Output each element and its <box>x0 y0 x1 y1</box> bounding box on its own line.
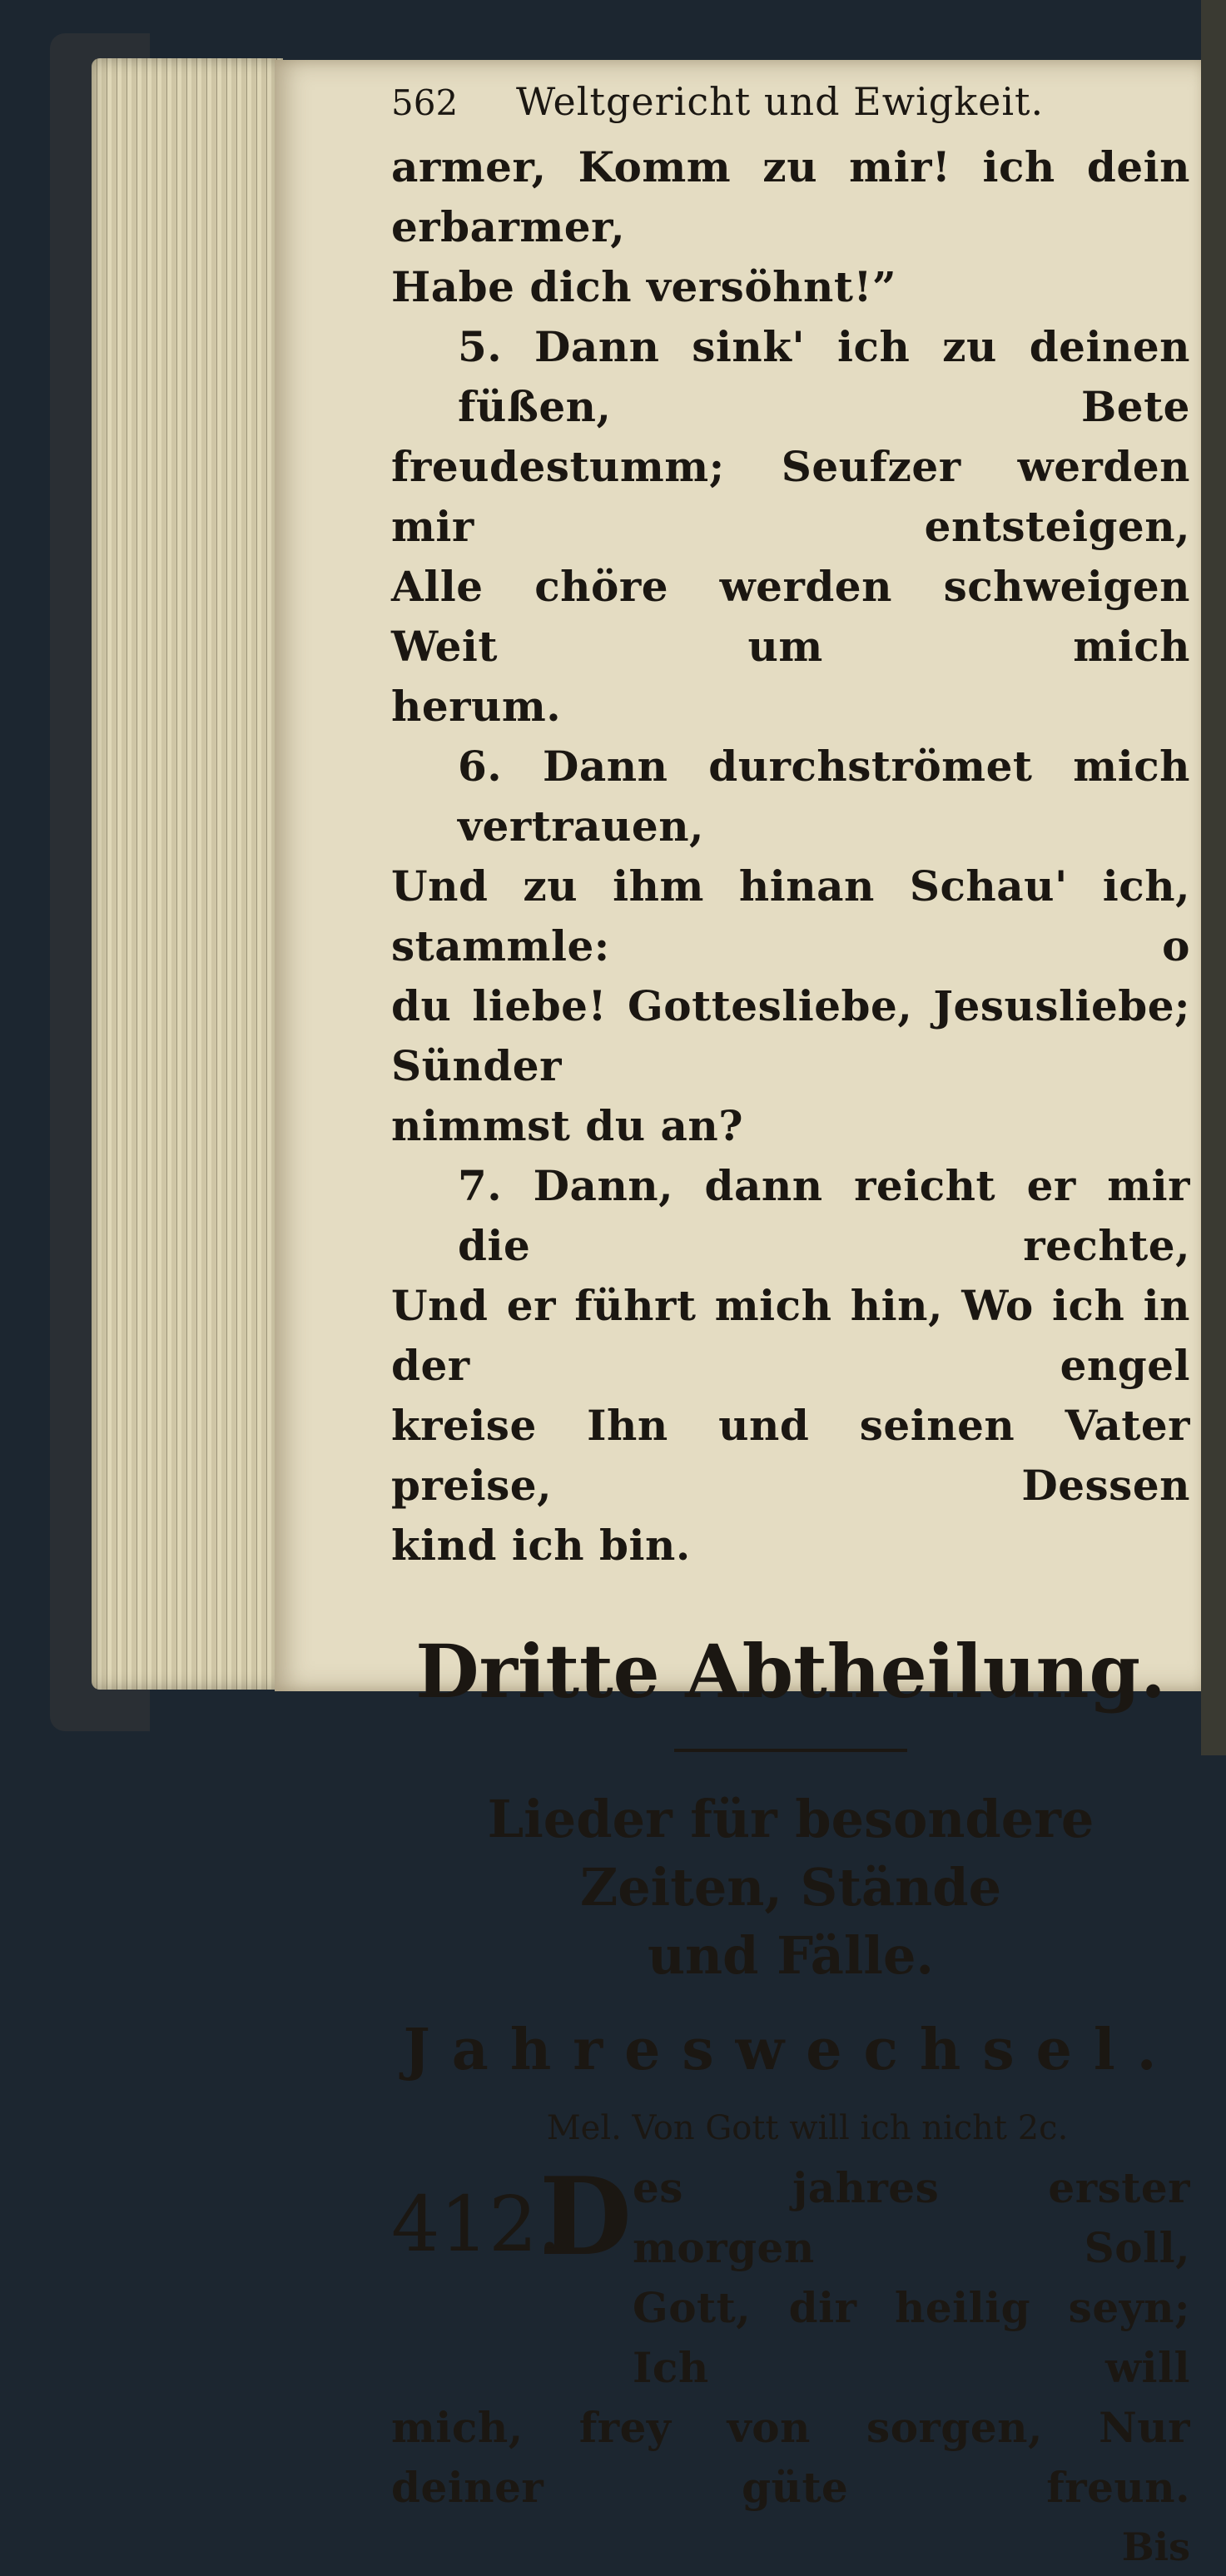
hymn-number: 412. <box>391 2180 562 2269</box>
section-subtitle-line-1: Lieder für besondere Zeiten, Stände <box>487 1789 1094 1918</box>
verse-line: Und zu ihm hinan Schau' ich, stammle: o <box>391 861 1190 970</box>
verses-block <box>391 137 1190 1576</box>
verse-line: Habe dich versöhnt!” <box>391 262 897 311</box>
verse-line: 7. Dann, dann reicht er mir die rechte, <box>458 1161 1190 1270</box>
hymn-line: Gott, dir heilig seyn; Ich will <box>633 2283 1190 2392</box>
verse-line: kreise Ihn und seinen Vater preise, Dessen <box>391 1401 1190 1510</box>
facing-page-edge <box>1201 0 1226 1755</box>
catchword: Bis <box>1121 2524 1190 2569</box>
hymn-412 <box>391 2155 1190 2576</box>
melody-note: Mel. Von Gott will ich nicht 2c. <box>546 2109 1069 2147</box>
hymn-line: es jahres erster morgen Soll, <box>633 2163 1190 2272</box>
verse-line: nimmst du an? <box>391 1101 744 1150</box>
verse-line: du liebe! Gottesliebe, Jesusliebe; Sünder <box>391 981 1190 1090</box>
verse-line: herum. <box>391 682 562 731</box>
verse-line: kind ich bin. <box>391 1521 691 1570</box>
page-content <box>391 79 1190 2576</box>
section-title: Dritte Abtheilung. <box>415 1628 1166 1715</box>
verse-line: 6. Dann durchströmet mich vertrauen, <box>458 742 1190 851</box>
page-stack <box>92 58 283 1690</box>
page-number: 562 <box>391 82 459 123</box>
running-title: Weltgericht und Ewigkeit. <box>516 79 1045 124</box>
category-title: Jahreswechsel. <box>403 2017 1179 2083</box>
verse-line: Und er führt mich hin, Wo ich in der engel <box>391 1281 1190 1390</box>
verse-line: 5. Dann sink' ich zu deinen füßen, Bete <box>458 322 1190 431</box>
hymn-line: mich, frey von sorgen, Nur deiner güte freun. <box>391 2403 1190 2512</box>
verse-line: Alle chöre werden schweigen Weit um mich <box>391 562 1190 671</box>
divider-rule <box>674 1749 907 1752</box>
section-subtitle-line-2: und Fälle. <box>647 1925 935 1986</box>
verse-line: freudestumm; Seufzer werden mir entsteigen, <box>391 442 1190 551</box>
drop-cap: D <box>539 2155 632 2280</box>
verse-line: armer, Komm zu mir! ich dein erbarmer, <box>391 142 1190 251</box>
running-header <box>391 79 1190 137</box>
